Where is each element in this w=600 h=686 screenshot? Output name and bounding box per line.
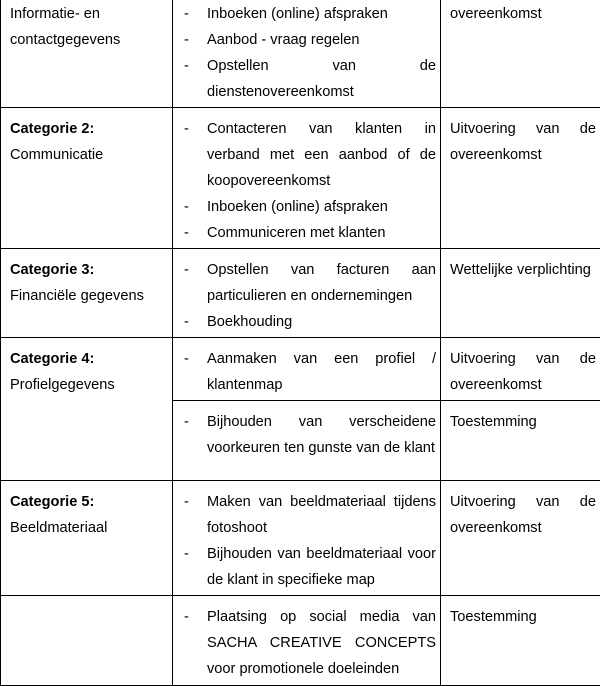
list-item: - Opstellen van facturen aan particulieren en ondernemingen — [173, 257, 436, 309]
category-name: Profielgegevens — [10, 372, 166, 398]
list-item: - Inboeken (online) afspraken — [173, 194, 436, 220]
list-item: - Aanbod - vraag regelen — [173, 27, 436, 53]
list-item: - Bijhouden van beeldmateriaal voor de klant in specifieke map — [173, 541, 436, 593]
list-item: - Maken van beeldmateriaal tijdens fotoshoot — [173, 489, 436, 541]
category-cell — [1, 596, 173, 686]
list-item: - Bijhouden van verscheidene voorkeuren ten gunste van de klant — [173, 409, 436, 461]
legal-basis: Toestemming — [450, 409, 596, 435]
category-cell — [1, 338, 173, 481]
legal-basis-cell — [441, 108, 600, 249]
legal-basis: Uitvoering van de overeenkomst — [450, 346, 596, 398]
table-row — [1, 596, 600, 686]
category-cell — [1, 108, 173, 249]
purpose-list — [173, 604, 436, 682]
legal-basis: Uitvoering van de overeenkomst — [450, 116, 596, 168]
category-cell — [1, 249, 173, 338]
table-row — [1, 249, 600, 338]
list-item: - Aanmaken van een profiel / klantenmap — [173, 346, 436, 398]
table-row — [1, 481, 600, 596]
purposes-cell — [173, 401, 441, 481]
legal-basis-cell — [441, 0, 600, 108]
list-item: - Contacteren van klanten in verband met een aanbod of de koopovereenkomst — [173, 116, 436, 194]
legal-basis: Toestemming — [450, 604, 596, 630]
legal-basis-cell — [441, 481, 600, 596]
purpose-list — [173, 489, 436, 593]
list-item: - Plaatsing op social media van SACHA CREATIVE CONCEPTS voor promotionele doeleinden — [173, 604, 436, 682]
legal-basis-cell — [441, 596, 600, 686]
purpose-list — [173, 1, 436, 105]
table-row — [1, 338, 600, 401]
category-name: Informatie- en contactgegevens — [10, 1, 166, 53]
purpose-list — [173, 409, 436, 461]
category-cell — [1, 481, 173, 596]
purposes-cell — [173, 338, 441, 401]
purposes-cell — [173, 596, 441, 686]
purposes-cell — [173, 0, 441, 108]
purposes-cell — [173, 249, 441, 338]
category-title: Categorie 3: — [10, 257, 166, 283]
legal-basis: Uitvoering van de overeenkomst — [450, 489, 596, 541]
purpose-list — [173, 257, 436, 335]
purpose-list — [173, 346, 436, 398]
legal-basis-cell — [441, 249, 600, 338]
category-title: Categorie 5: — [10, 489, 166, 515]
category-name: Beeldmateriaal — [10, 515, 166, 541]
legal-basis: Wettelijke verplichting — [450, 257, 596, 283]
list-item: - Inboeken (online) afspraken — [173, 1, 436, 27]
table-row — [1, 108, 600, 249]
table-row — [1, 0, 600, 108]
category-name: Communicatie — [10, 142, 166, 168]
legal-basis-cell — [441, 338, 600, 401]
purposes-cell — [173, 108, 441, 249]
category-title: Categorie 4: — [10, 346, 166, 372]
list-item: - Opstellen van de dienstenovereenkomst — [173, 53, 436, 105]
category-cell — [1, 0, 173, 108]
purposes-cell — [173, 481, 441, 596]
purpose-list — [173, 116, 436, 246]
list-item: - Communiceren met klanten — [173, 220, 436, 246]
legal-basis-cell — [441, 401, 600, 481]
legal-basis: overeenkomst — [450, 1, 596, 27]
list-item: - Boekhouding — [173, 309, 436, 335]
category-name: Financiële gegevens — [10, 283, 166, 309]
category-title: Categorie 2: — [10, 116, 166, 142]
